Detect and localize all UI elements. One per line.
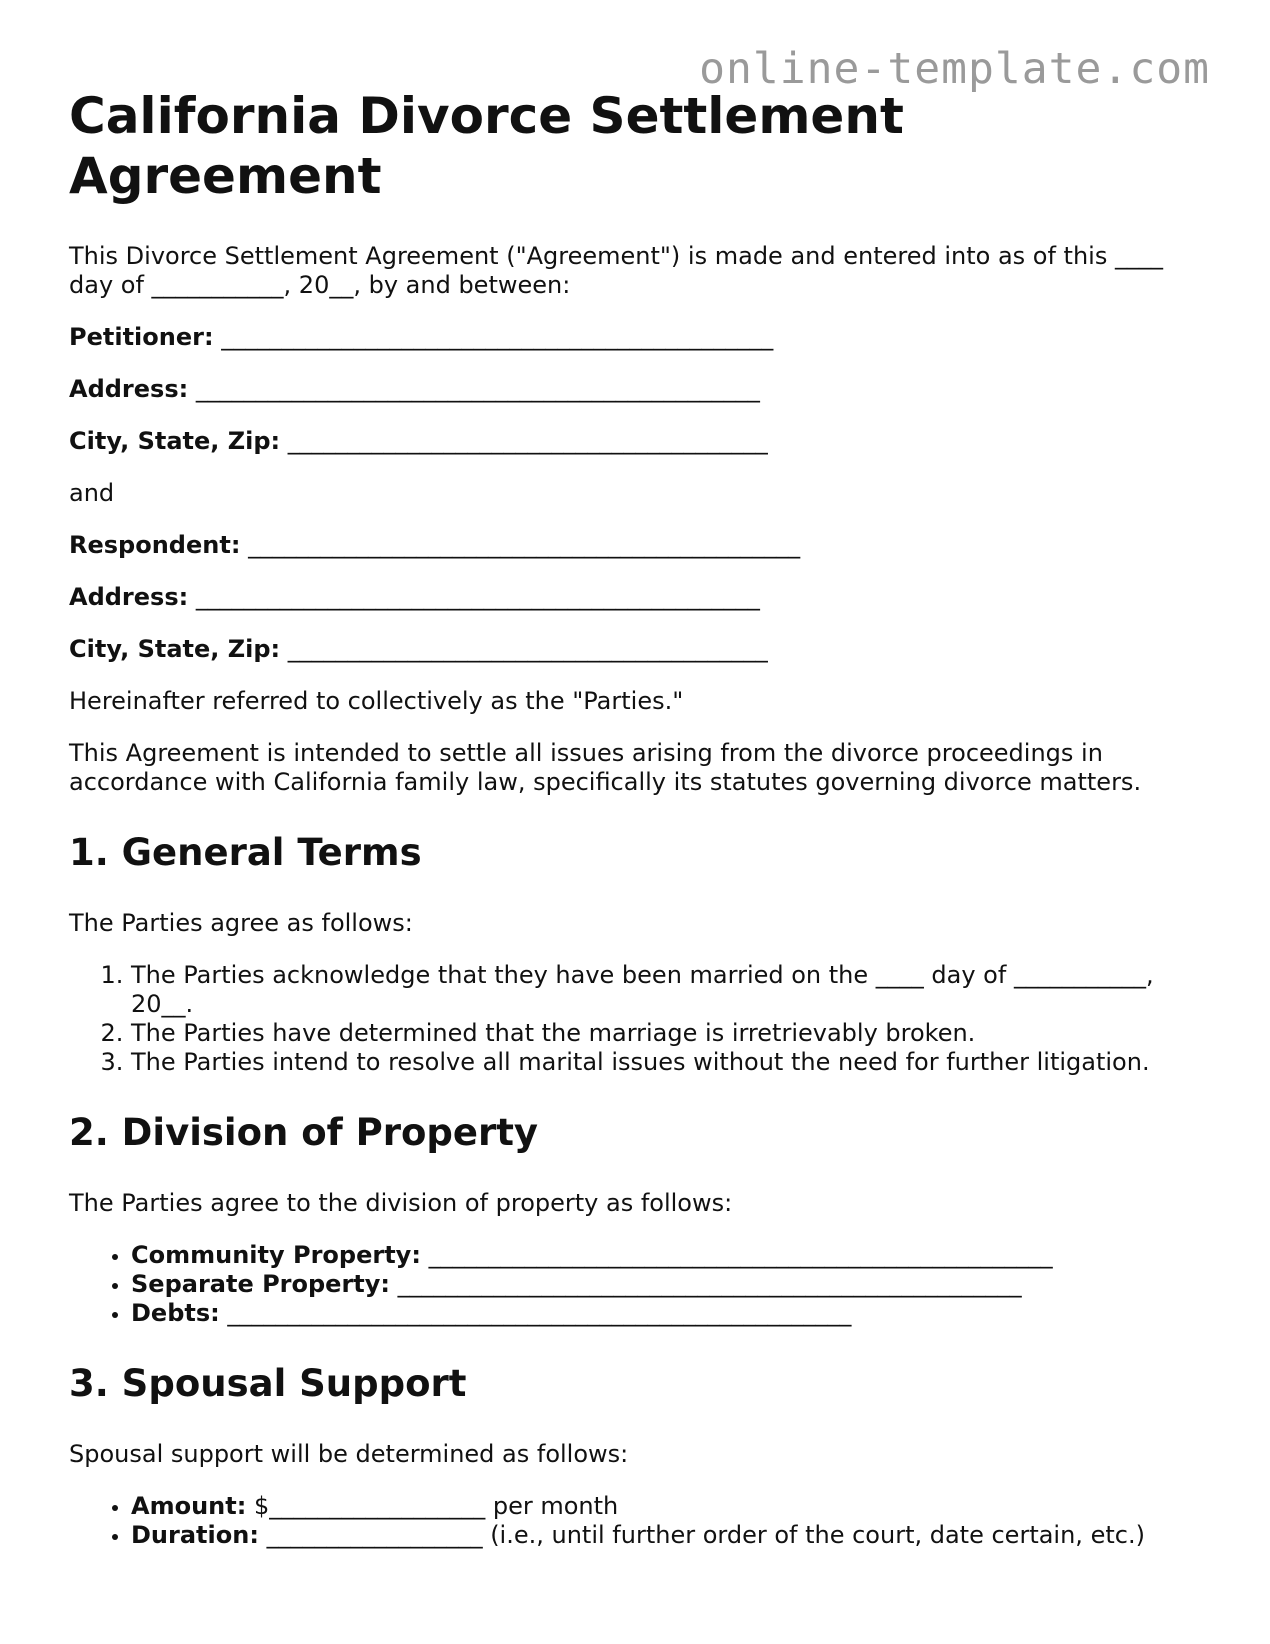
- list-item: 3. The Parties intend to resolve all marital issues without the need for further litigation.: [131, 1048, 1209, 1077]
- section-property-heading: 2. Division of Property: [69, 1111, 539, 1154]
- list-item: [131, 1299, 1209, 1328]
- purpose-paragraph: This Agreement is intended to settle all issues arising from the divorce proceedings in accordance with California family law, specifically its statutes governing divorce matters.: [69, 739, 1142, 796]
- petitioner-city-blank: ________________________________________: [287, 427, 768, 455]
- respondent-city-blank: ________________________________________: [287, 635, 768, 663]
- watermark: online-template.com: [699, 44, 1210, 94]
- property-list: [69, 1241, 1209, 1328]
- general-terms-list: [69, 961, 1209, 1077]
- duration-value: __________________ (i.e., until further order of the court, date certain, etc.): [266, 1521, 1145, 1549]
- section-property-lead: The Parties agree to the division of property as follows:: [69, 1189, 733, 1217]
- respondent-name-field: [69, 531, 1209, 560]
- petitioner-city-field: [69, 427, 1209, 456]
- parties-note: Hereinafter referred to collectively as the "Parties.": [69, 687, 684, 715]
- respondent-address-field: [69, 583, 1209, 612]
- separate-property-label: Separate Property:: [131, 1270, 390, 1298]
- amount-label: Amount:: [131, 1492, 247, 1520]
- amount-value: $__________________ per month: [253, 1492, 619, 1520]
- community-property-blank: ____________________________________________________: [428, 1241, 1053, 1269]
- respondent-address-label: Address:: [69, 583, 189, 611]
- section-support-heading: 3. Spousal Support: [69, 1362, 467, 1405]
- respondent-name-blank: ______________________________________________: [248, 531, 801, 559]
- petitioner-address-blank: _______________________________________________: [195, 375, 760, 403]
- list-item: 2. The Parties have determined that the marriage is irretrievably broken.: [131, 1019, 1209, 1048]
- list-item: 1. The Parties acknowledge that they have been married on the ____ day of ___________, 20__.: [131, 961, 1209, 1019]
- list-item: [131, 1492, 1209, 1521]
- petitioner-address-label: Address:: [69, 375, 189, 403]
- document-title: California Divorce Settlement Agreement: [69, 87, 904, 205]
- section-general-lead: The Parties agree as follows:: [69, 909, 413, 937]
- petitioner-name-label: Petitioner:: [69, 323, 214, 351]
- respondent-city-label: City, State, Zip:: [69, 635, 281, 663]
- community-property-label: Community Property:: [131, 1241, 421, 1269]
- respondent-address-blank: _______________________________________________: [195, 583, 760, 611]
- respondent-name-label: Respondent:: [69, 531, 241, 559]
- petitioner-city-label: City, State, Zip:: [69, 427, 281, 455]
- support-list: [69, 1492, 1209, 1550]
- petitioner-name-blank: ______________________________________________: [221, 323, 774, 351]
- document-page: [69, 86, 1209, 1550]
- debts-label: Debts:: [131, 1299, 220, 1327]
- list-item: [131, 1270, 1209, 1299]
- petitioner-name-field: [69, 323, 1209, 352]
- section-support-lead: Spousal support will be determined as follows:: [69, 1440, 629, 1468]
- section-general-heading: 1. General Terms: [69, 831, 422, 874]
- respondent-city-field: [69, 635, 1209, 664]
- separate-property-blank: ____________________________________________________: [397, 1270, 1022, 1298]
- list-item: [131, 1241, 1209, 1270]
- list-item: [131, 1521, 1209, 1550]
- duration-label: Duration:: [131, 1521, 259, 1549]
- and-text: and: [69, 479, 115, 507]
- intro-paragraph: This Divorce Settlement Agreement ("Agreement") is made and entered into as of this ____ day of ___________, 20__, by and between:: [69, 242, 1163, 299]
- petitioner-address-field: [69, 375, 1209, 404]
- debts-blank: ____________________________________________________: [227, 1299, 852, 1327]
